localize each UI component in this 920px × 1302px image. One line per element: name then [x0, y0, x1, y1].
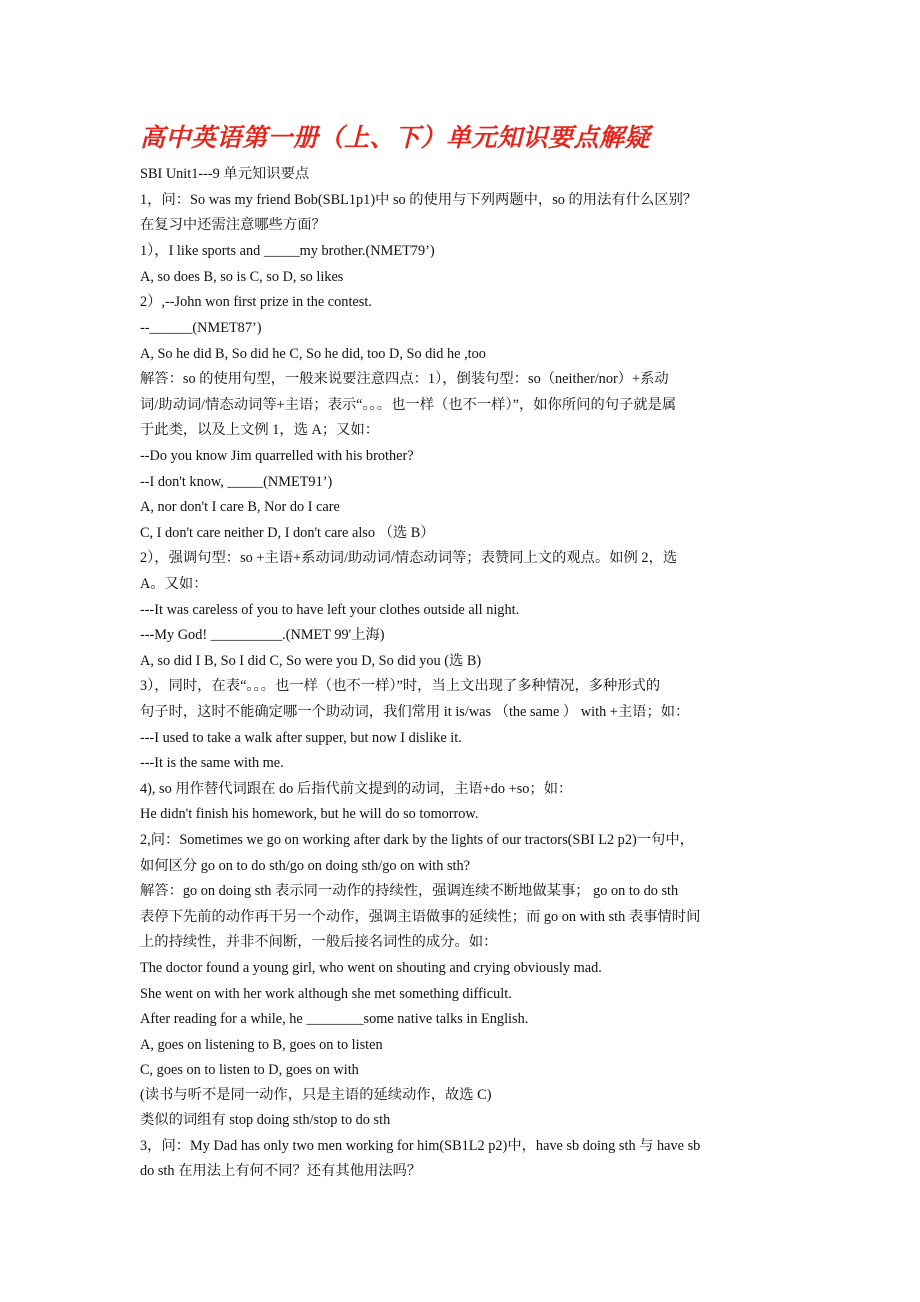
text-line: He didn't finish his homework, but he will do so tomorrow. [140, 806, 479, 822]
text-line: 解答：go on doing sth 表示同一动作的持续性，强调连续不断地做某事； go on to do sth [140, 883, 679, 899]
text-line: 3，问：My Dad has only two men working for him(SB1L2 p2)中，have sb doing sth 与 have sb [140, 1138, 701, 1154]
text-line: 句子时，这时不能确定哪一个助动词，我们常用 it is/was （the same ） with +主语；如： [140, 704, 690, 720]
text-line: A, nor don't I care B, Nor do I care [140, 499, 340, 515]
text-line: --I don't know, _____(NMET91’) [140, 474, 333, 490]
text-line: The doctor found a young girl, who went on shouting and crying obviously mad. [140, 960, 602, 976]
text-line: She went on with her work although she met something difficult. [140, 986, 512, 1002]
text-line: 上的持续性，并非不间断，一般后接名词性的成分。如： [140, 934, 498, 950]
text-line: --______(NMET87’) [140, 320, 262, 336]
text-line: 2），强调句型：so +主语+系动词/助动词/情态动词等；表赞同上文的观点。如例 2，选 [140, 550, 678, 566]
text-line: (读书与听不是同一动作，只是主语的延续动作，故选 C) [140, 1087, 492, 1103]
text-line: --Do you know Jim quarrelled with his brother? [140, 448, 414, 464]
text-line: 表停下先前的动作再干另一个动作，强调主语做事的延续性；而 go on with sth 表事情时间 [140, 909, 701, 925]
text-line: A, so did I B, So I did C, So were you D, So did you (选 B) [140, 653, 482, 669]
text-line: 1，问：So was my friend Bob(SBL1p1)中 so 的使用与下列两题中，so 的用法有什么区别？ [140, 192, 698, 208]
text-line: ---It was careless of you to have left your clothes outside all night. [140, 602, 520, 618]
text-line: A, so does B, so is C, so D, so likes [140, 269, 344, 285]
text-line: 类似的词组有 stop doing sth/stop to do sth [140, 1112, 391, 1128]
text-line: After reading for a while, he ________some native talks in English. [140, 1011, 529, 1027]
text-line: ---I used to take a walk after supper, but now I dislike it. [140, 730, 462, 746]
text-line: 2,问：Sometimes we go on working after dark by the lights of our tractors(SBI L2 p2)一句中， [140, 832, 694, 848]
text-line: ---It is the same with me. [140, 755, 284, 771]
text-line: C, I don't care neither D, I don't care also （选 B） [140, 525, 435, 541]
text-line: do sth 在用法上有何不同？还有其他用法吗？ [140, 1163, 422, 1179]
text-line: A, So he did B, So did he C, So he did, too D, So did he ,too [140, 346, 486, 362]
text-line: A。又如： [140, 576, 208, 592]
text-line: 如何区分 go on to do sth/go on doing sth/go on with sth? [140, 858, 471, 874]
text-line: 2）,--John won first prize in the contest. [140, 294, 372, 310]
text-line: SBI Unit1---9 单元知识要点 [140, 166, 310, 182]
text-line: 3），同时，在表“。。。也一样（也不一样）”时，当上文出现了多种情况，多种形式的 [140, 678, 661, 694]
text-line: 于此类，以及上文例 1，选 A；又如： [140, 422, 380, 438]
document-title: 高中英语第一册（上、下）单元知识要点解疑 [140, 123, 651, 152]
text-line: 1），I like sports and _____my brother.(NMET79’) [140, 243, 435, 259]
text-line: 4), so 用作替代词跟在 do 后指代前文提到的动词，主语+do +so；如： [140, 781, 573, 797]
text-line: 解答：so 的使用句型，一般来说要注意四点：1），倒装句型：so（neither/nor）+系动 [140, 371, 669, 387]
text-line: C, goes on to listen to D, goes on with [140, 1062, 359, 1078]
text-line: 词/助动词/情态动词等+主语；表示“。。。也一样（也不一样）”，如你所问的句子就是属 [140, 397, 677, 413]
text-line: 在复习中还需注意哪些方面？ [140, 217, 326, 233]
text-line: ---My God! __________.(NMET 99'上海) [140, 627, 385, 643]
text-line: A, goes on listening to B, goes on to listen [140, 1037, 383, 1053]
